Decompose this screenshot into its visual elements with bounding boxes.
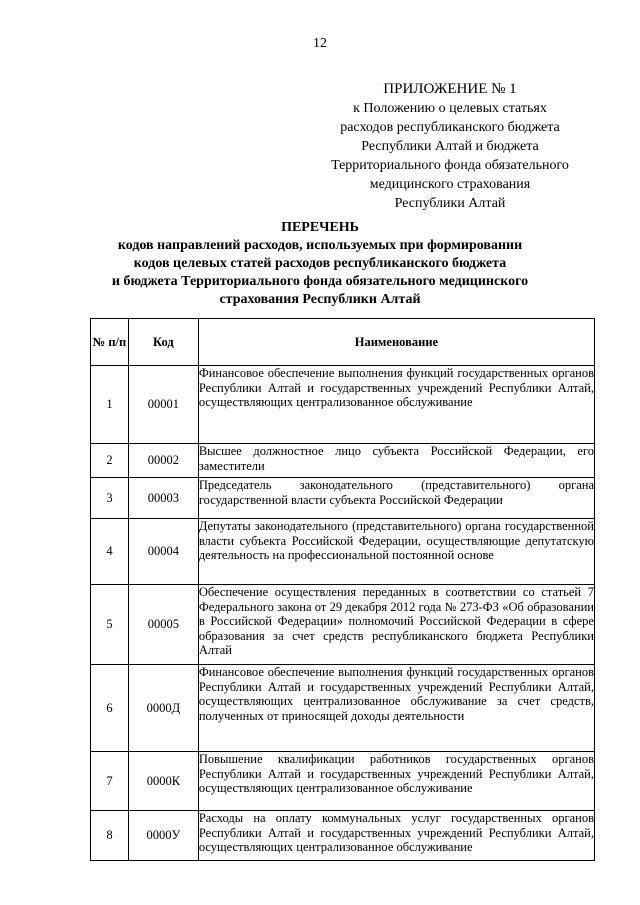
row-num: 5 bbox=[91, 585, 129, 665]
row-name: Обеспечение осуществления переданных в соответствии со статьей 7 Федерального закона от 29 декабря 2012 года № 273-ФЗ «Об образовании в Российской Федерации» полномочий Российской Федерации в сфере образования за счет средств республиканского бюджета Республики Алтай bbox=[198, 585, 594, 665]
appendix-line: Республики Алтай и бюджета bbox=[361, 139, 539, 154]
appendix-line: медицинского страхования bbox=[369, 177, 531, 192]
title-heading: ПЕРЕЧЕНЬ bbox=[281, 220, 359, 235]
table-row bbox=[91, 478, 595, 519]
table-row bbox=[91, 519, 595, 585]
row-name: Расходы на оплату коммунальных услуг государственных органов Республики Алтай и государственных учреждений Республики Алтай, осуществляющих централизованное обслуживание bbox=[198, 811, 594, 861]
appendix-line: к Положению о целевых статьях bbox=[353, 101, 547, 116]
row-num: 8 bbox=[91, 811, 129, 861]
table-row bbox=[91, 444, 595, 478]
header-code: Код bbox=[128, 319, 198, 366]
appendix-line: Территориального фонда обязательного bbox=[331, 158, 569, 173]
row-num: 7 bbox=[91, 752, 129, 811]
row-num: 6 bbox=[91, 665, 129, 752]
title-line: кодов целевых статей расходов республиканского бюджета bbox=[133, 256, 507, 271]
row-code: 0000Д bbox=[128, 665, 198, 752]
title-line: и бюджета Территориального фонда обязательного медицинского bbox=[111, 274, 529, 289]
row-num: 2 bbox=[91, 444, 129, 478]
header-num: № п/п bbox=[91, 319, 129, 366]
row-num: 4 bbox=[91, 519, 129, 585]
table-row bbox=[91, 585, 595, 665]
appendix-heading: ПРИЛОЖЕНИЕ № 1 bbox=[383, 81, 517, 97]
row-code: 0000К bbox=[128, 752, 198, 811]
appendix-line: Республики Алтай bbox=[394, 196, 506, 211]
table-header-row bbox=[91, 319, 595, 366]
row-name: Финансовое обеспечение выполнения функций государственных органов Республики Алтай и государственных учреждений Республики Алтай, осуществляющих централизованное обслуживание за счет средств, полученных от приносящей доходы деятельности bbox=[198, 665, 594, 752]
row-code: 00003 bbox=[128, 478, 198, 519]
header-name: Наименование bbox=[198, 319, 594, 366]
document-title bbox=[90, 219, 550, 309]
table-row bbox=[91, 665, 595, 752]
row-code: 00002 bbox=[128, 444, 198, 478]
row-num: 1 bbox=[91, 366, 129, 444]
row-code: 00004 bbox=[128, 519, 198, 585]
row-code: 00005 bbox=[128, 585, 198, 665]
table-row bbox=[91, 752, 595, 811]
table-row bbox=[91, 366, 595, 444]
row-name: Повышение квалификации работников государственных органов Республики Алтай и государственных учреждений Республики Алтай, осуществляющих централизованное обслуживание bbox=[198, 752, 594, 811]
appendix-block bbox=[300, 80, 600, 213]
codes-table bbox=[90, 318, 595, 861]
row-name: Высшее должностное лицо субъекта Российской Федерации, его заместители bbox=[198, 444, 594, 478]
row-num: 3 bbox=[91, 478, 129, 519]
appendix-line: расходов республиканского бюджета bbox=[340, 120, 560, 135]
row-code: 0000У bbox=[128, 811, 198, 861]
row-name: Депутаты законодательного (представительного) органа государственной власти субъекта Российской Федерации, осуществляющие депутатскую деятельность на профессиональной постоянной основе bbox=[198, 519, 594, 585]
row-name: Председатель законодательного (представительного) органа государственной власти субъекта Российской Федерации bbox=[198, 478, 594, 519]
title-line: кодов направлений расходов, используемых при формировании bbox=[117, 238, 523, 253]
table-row bbox=[91, 811, 595, 861]
row-code: 00001 bbox=[128, 366, 198, 444]
page-number: 12 bbox=[313, 36, 327, 51]
row-name: Финансовое обеспечение выполнения функций государственных органов Республики Алтай и государственных учреждений Республики Алтай, осуществляющих централизованное обслуживание bbox=[198, 366, 594, 444]
title-line: страхования Республики Алтай bbox=[219, 292, 421, 307]
